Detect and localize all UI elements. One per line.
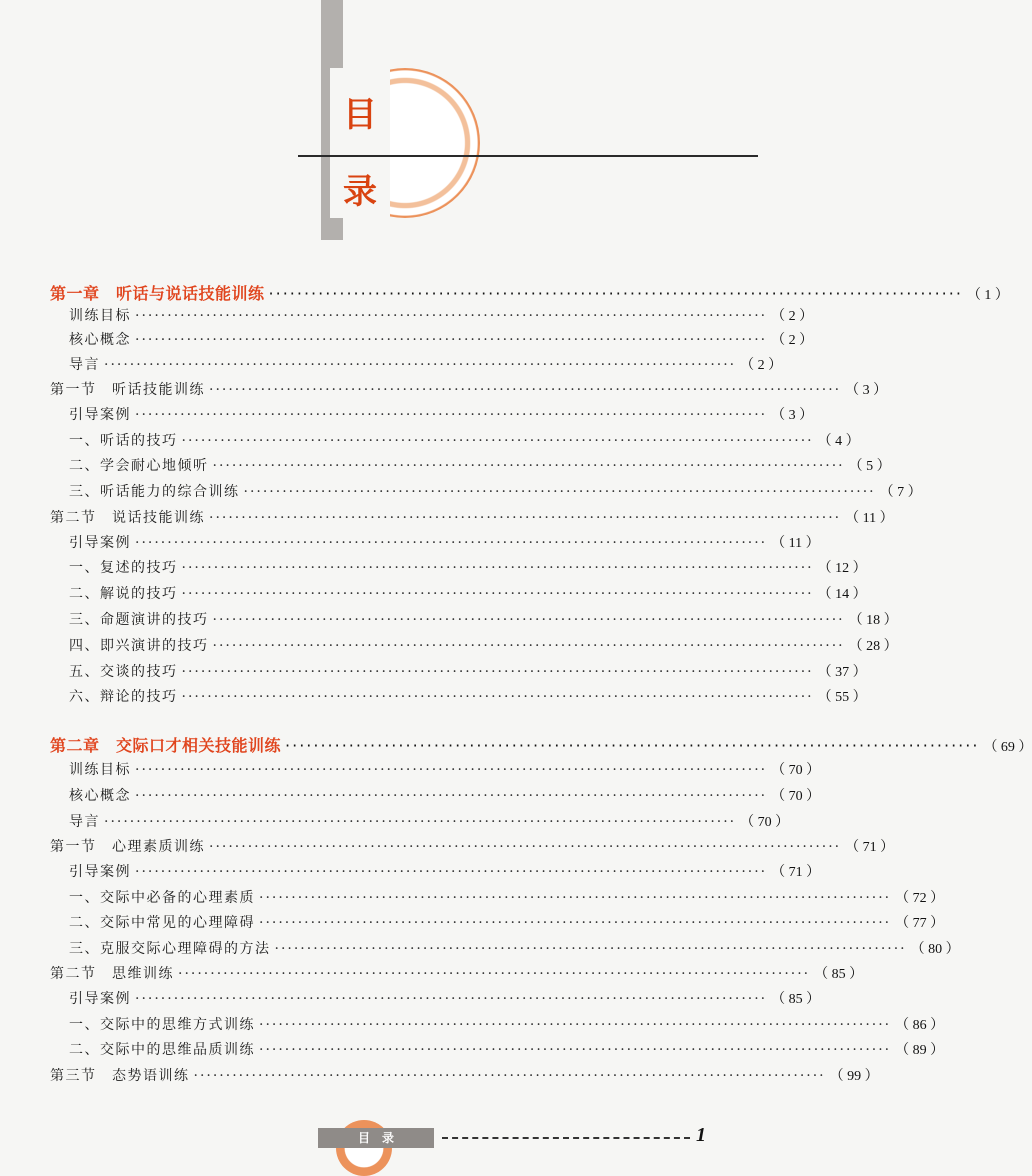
entry-label: 六、辩论的技巧 [69, 689, 178, 705]
section-label: 第三节 态势语训练 [50, 1068, 190, 1084]
leader-dots: ·································································································· [209, 510, 842, 526]
leader-dots: ·································································································· [181, 586, 814, 602]
leader-dots: ·································································································· [274, 941, 907, 957]
page-number: （ 37 ） [817, 665, 867, 680]
leader-dots: ·································································································· [212, 612, 845, 628]
entry-label: 四、即兴演讲的技巧 [69, 638, 209, 654]
toc-entry[interactable] [69, 810, 790, 834]
chapter-title: 第一章 听话与说话技能训练 [50, 284, 265, 303]
toc-entry[interactable] [69, 328, 814, 352]
entry-label: 引导案例 [69, 407, 131, 423]
leader-dots: ·································································································· [135, 864, 768, 880]
toc-entry[interactable] [69, 608, 898, 632]
page-number: （ 2 ） [771, 333, 814, 348]
entry-label: 引导案例 [69, 535, 131, 551]
page-number: （ 89 ） [895, 1043, 945, 1058]
toc-section[interactable] [50, 835, 895, 859]
leader-dots: ·································································································· [212, 638, 845, 654]
page-number: （ 80 ） [910, 942, 960, 957]
entry-label: 二、解说的技巧 [69, 586, 178, 602]
toc-entry[interactable] [69, 556, 867, 580]
leader-dots: ·································································································· [259, 915, 892, 931]
leader-dots: ·································································································· [135, 991, 768, 1007]
page-number: （ 12 ） [817, 561, 867, 576]
toc-section[interactable] [50, 1064, 879, 1088]
leader-dots: ·································································································· [259, 890, 892, 906]
toc-entry[interactable] [69, 403, 814, 427]
section-label: 第二节 思维训练 [50, 966, 174, 982]
page-number: （ 71 ） [845, 840, 895, 855]
leader-dots: ·································································································· [259, 1017, 892, 1033]
chapter-title: 第二章 交际口才相关技能训练 [50, 736, 282, 755]
page-number: （ 77 ） [895, 916, 945, 931]
page-number: （ 11 ） [845, 511, 894, 526]
page-number: （ 85 ） [771, 992, 821, 1007]
leader-dots: ·································································································· [104, 357, 737, 373]
toc-entry[interactable] [69, 582, 867, 606]
toc-chapter-1[interactable] [50, 282, 1009, 306]
toc-chapter-2[interactable] [50, 734, 1032, 758]
entry-label: 二、交际中常见的心理障碍 [69, 915, 255, 931]
page-number: （ 72 ） [895, 891, 945, 906]
page-number: （ 7 ） [879, 485, 922, 500]
leader-dots: ·································································································· [135, 308, 768, 324]
toc-entry[interactable] [69, 758, 821, 782]
entry-label: 一、听话的技巧 [69, 433, 178, 449]
page-number: （ 2 ） [771, 309, 814, 324]
section-label: 第二节 说话技能训练 [50, 510, 205, 526]
page-number: （ 55 ） [817, 690, 867, 705]
page-title-char-2: 录 [343, 172, 377, 212]
footer-label: 目录 [357, 1131, 406, 1145]
leader-dots: ·································································································· [243, 484, 876, 500]
page-number: （ 86 ） [895, 1018, 945, 1033]
toc-entry[interactable] [69, 480, 922, 504]
toc-entry[interactable] [69, 634, 898, 658]
page-number: （ 70 ） [740, 815, 790, 830]
entry-label: 引导案例 [69, 864, 131, 880]
leader-dots: ·································································································· [135, 332, 768, 348]
leader-dots: ·································································································· [209, 839, 842, 855]
entry-label: 导言 [69, 357, 100, 373]
leader-dots: ·································································································· [181, 664, 814, 680]
page-number: （ 2 ） [740, 358, 783, 373]
entry-label: 一、复述的技巧 [69, 560, 178, 576]
footer-dashed-rule [442, 1137, 690, 1139]
page-number: （ 85 ） [814, 967, 864, 982]
toc-entry[interactable] [69, 685, 867, 709]
page-title-char-1: 目 [343, 95, 377, 135]
page-number: （ 4 ） [817, 434, 860, 449]
leader-dots: ·································································································· [259, 1042, 892, 1058]
entry-label: 五、交谈的技巧 [69, 664, 178, 680]
toc-entry[interactable] [69, 454, 891, 478]
entry-label: 引导案例 [69, 991, 131, 1007]
leader-dots: ·································································································· [104, 814, 737, 830]
toc-entry[interactable] [69, 886, 945, 910]
page-number: （ 71 ） [771, 865, 821, 880]
page-number: （ 11 ） [771, 536, 820, 551]
page-number: （ 69 ） [983, 740, 1032, 755]
leader-dots: ·································································································· [178, 966, 811, 982]
toc-entry[interactable] [69, 531, 820, 555]
entry-label: 训练目标 [69, 308, 131, 324]
leader-dots: ·································································································· [285, 736, 980, 755]
leader-dots: ·································································································· [268, 284, 963, 303]
toc-entry[interactable] [69, 911, 945, 935]
entry-label: 二、交际中的思维品质训练 [69, 1042, 255, 1058]
leader-dots: ·································································································· [209, 382, 842, 398]
entry-label: 二、学会耐心地倾听 [69, 458, 209, 474]
entry-label: 核心概念 [69, 332, 131, 348]
page-number: （ 14 ） [817, 587, 867, 602]
leader-dots: ·································································································· [181, 689, 814, 705]
leader-dots: ·································································································· [135, 762, 768, 778]
toc-section[interactable] [50, 962, 864, 986]
page-number-footer: 1 [696, 1124, 706, 1146]
toc-entry[interactable] [69, 660, 867, 684]
toc-section[interactable] [50, 506, 894, 530]
page-number: （ 70 ） [771, 763, 821, 778]
section-label: 第一节 心理素质训练 [50, 839, 205, 855]
toc-entry[interactable] [69, 1013, 945, 1037]
leader-dots: ·································································································· [212, 458, 845, 474]
page-number: （ 5 ） [848, 459, 891, 474]
entry-label: 导言 [69, 814, 100, 830]
leader-dots: ·································································································· [135, 788, 768, 804]
entry-label: 一、交际中必备的心理素质 [69, 890, 255, 906]
page-number: （ 99 ） [829, 1069, 879, 1084]
entry-label: 核心概念 [69, 788, 131, 804]
toc-entry[interactable] [69, 353, 783, 377]
section-label: 第一节 听话技能训练 [50, 382, 205, 398]
page-number: （ 70 ） [771, 789, 821, 804]
entry-label: 一、交际中的思维方式训练 [69, 1017, 255, 1033]
page-number: （ 3 ） [771, 408, 814, 423]
page-number: （ 28 ） [848, 639, 898, 654]
toc-entry[interactable] [69, 1038, 945, 1062]
toc-entry[interactable] [69, 429, 860, 453]
page-number: （ 1 ） [966, 288, 1009, 303]
toc-entry[interactable] [69, 937, 960, 961]
leader-dots: ·································································································· [181, 560, 814, 576]
leader-dots: ·································································································· [135, 407, 768, 423]
leader-dots: ·································································································· [181, 433, 814, 449]
entry-label: 三、命题演讲的技巧 [69, 612, 209, 628]
toc-entry[interactable] [69, 860, 821, 884]
entry-label: 三、克服交际心理障碍的方法 [69, 941, 271, 957]
toc-section[interactable] [50, 378, 888, 402]
page-number: （ 3 ） [845, 383, 888, 398]
leader-dots: ·································································································· [193, 1068, 826, 1084]
toc-entry[interactable] [69, 987, 821, 1011]
entry-label: 三、听话能力的综合训练 [69, 484, 240, 500]
entry-label: 训练目标 [69, 762, 131, 778]
leader-dots: ·································································································· [135, 535, 768, 551]
toc-entry[interactable] [69, 784, 821, 808]
toc-entry[interactable] [69, 304, 814, 328]
page-number: （ 18 ） [848, 613, 898, 628]
